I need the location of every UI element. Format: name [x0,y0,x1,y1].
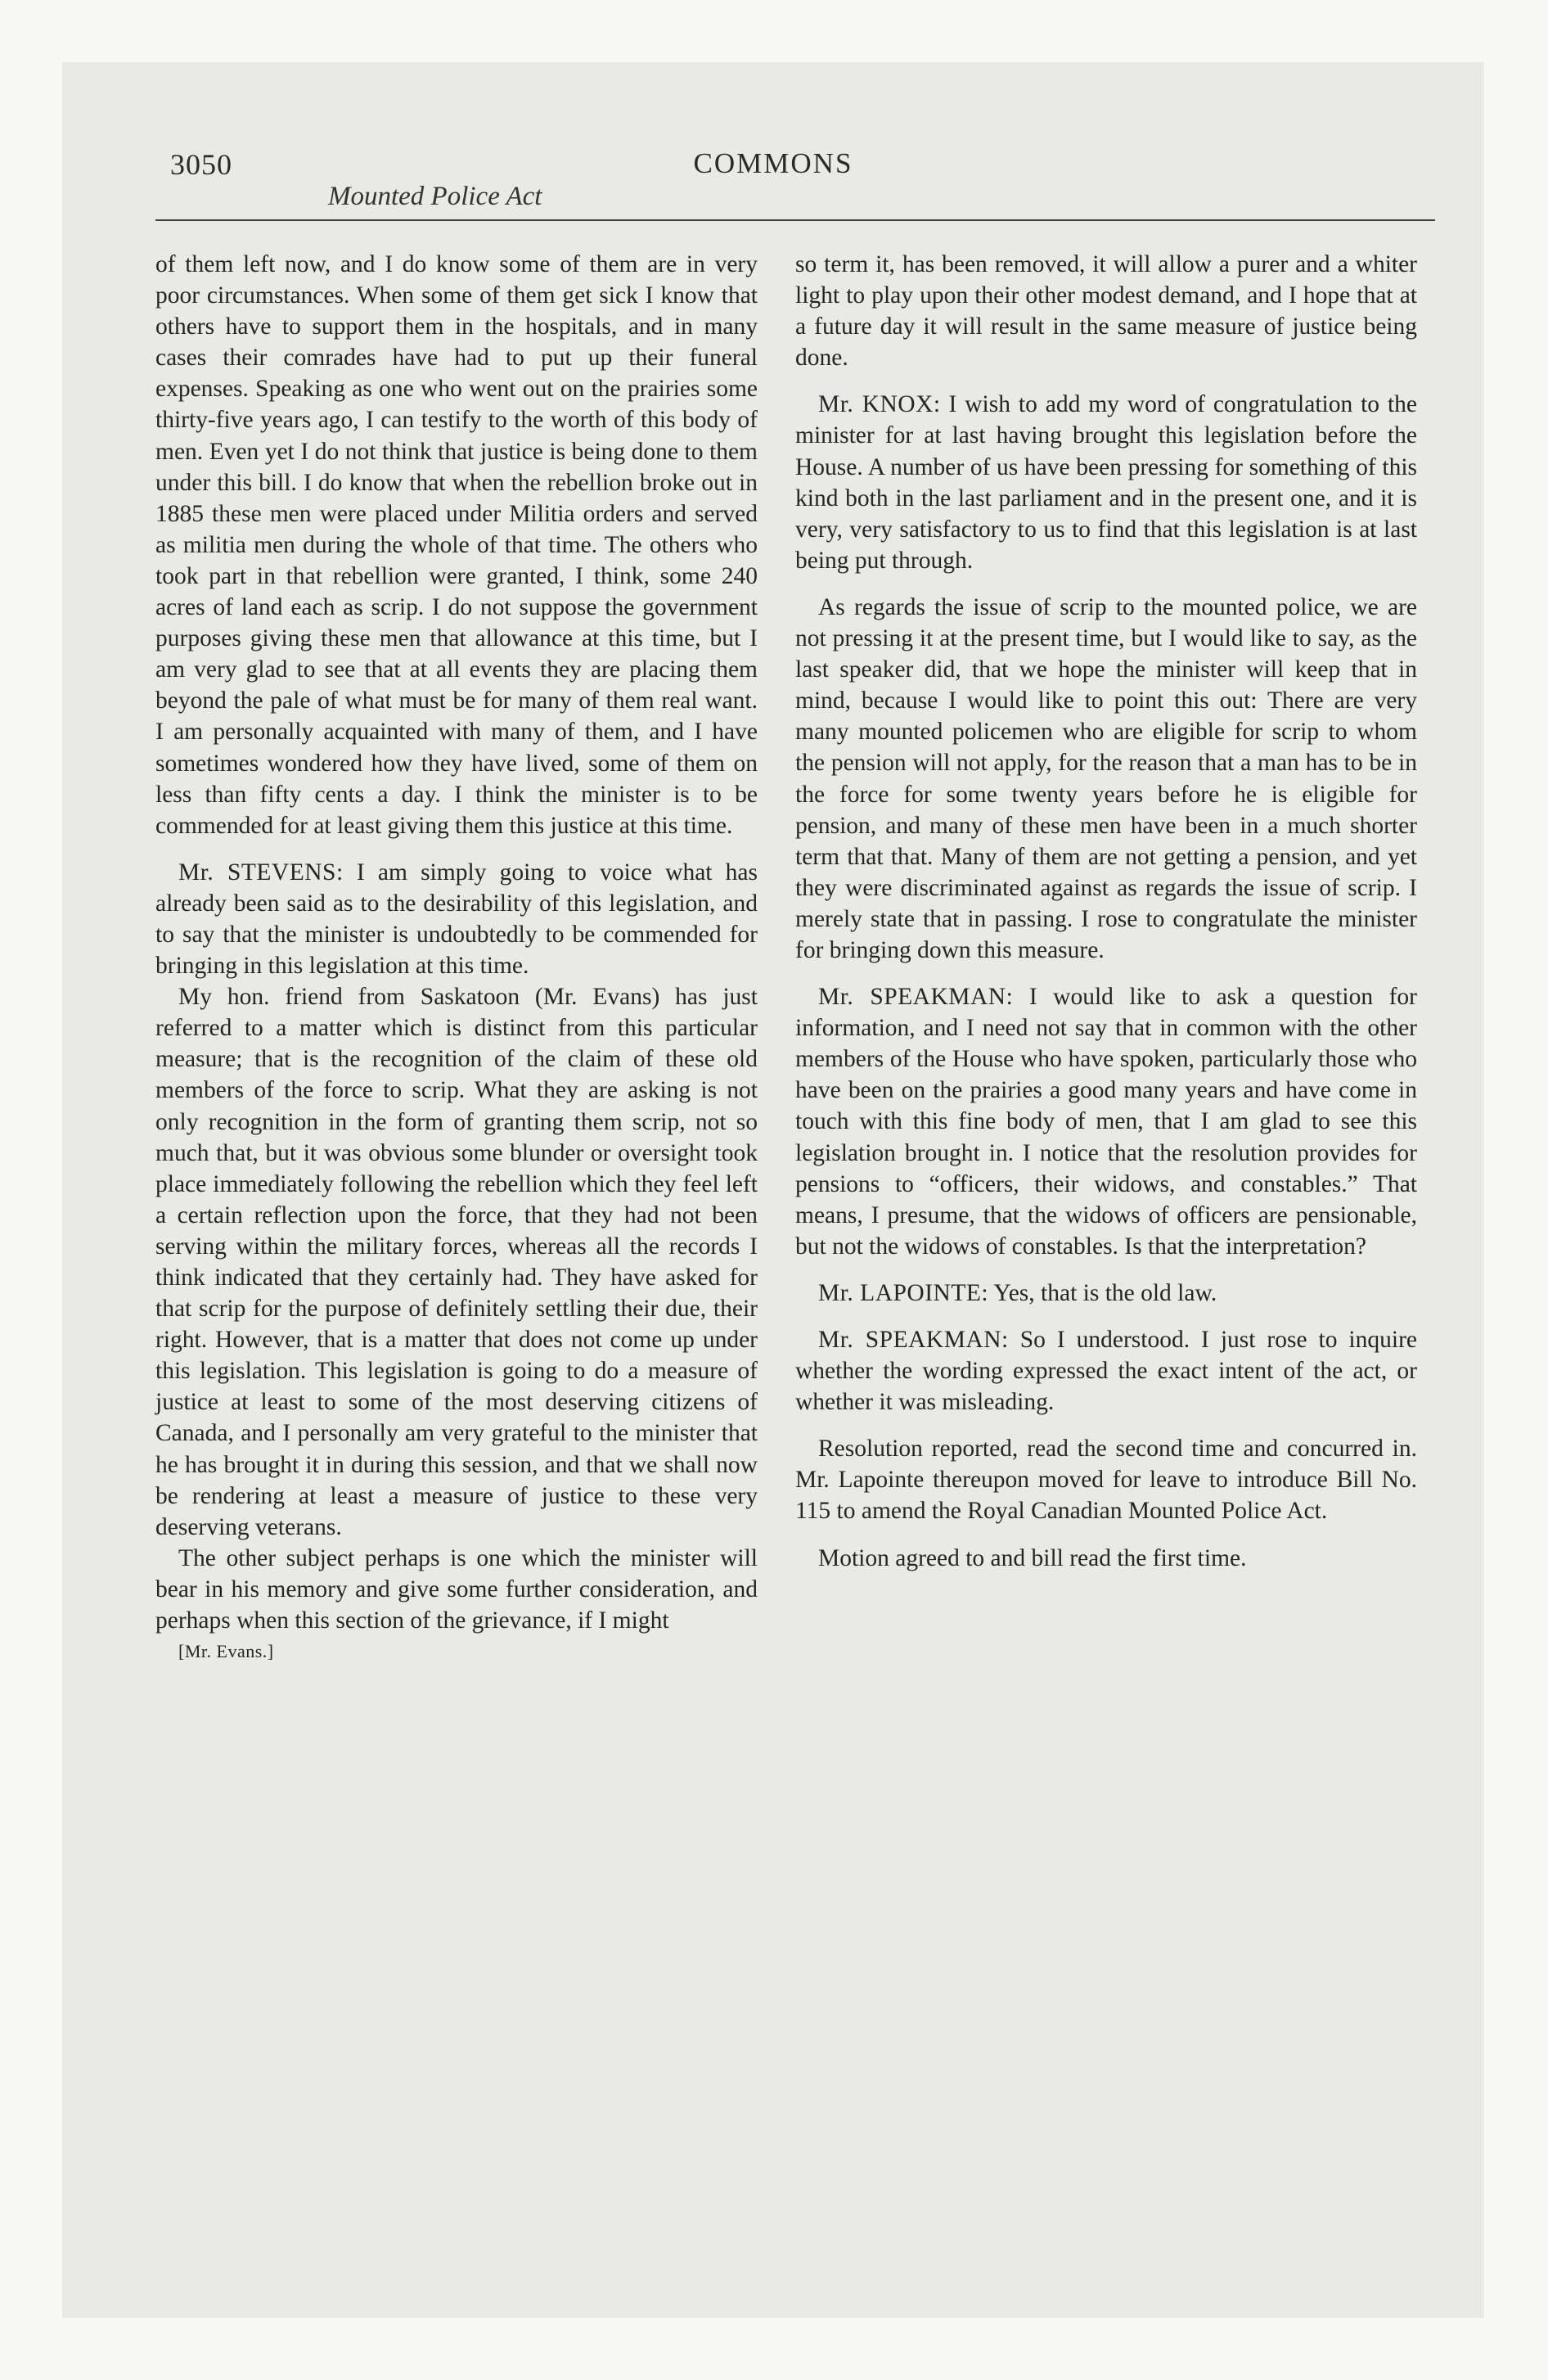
paragraph: My hon. friend from Saskatoon (Mr. Evans) has just referred to a matter which is distinct from this particular measure; that is the recognition of the claim of these old members of the force to scrip. What they are asking is not only recognition in the form of granting them scrip, not so much that, but it was obvious some blunder or oversight took place immediately following the rebellion which they feel left a certain reflection upon the force, that they had not been serving within the military forces, whereas all the records I think indicated that they certainly had. They have asked for that scrip for the purpose of definitely settling their due, their right. However, that is a matter that does not come up under this legislation. This legislation is going to do a measure of justice at least to some of the most deserving citizens of Canada, and I personally am very grateful to the minister that he has brought it in during this session, and that we shall now be rendering at least a measure of justice to these very deserving veterans. [155,984,758,1540]
paragraph: Motion agreed to and bill read the first time. [818,1544,1247,1571]
page-number: 3050 [170,148,232,181]
speech-text: Yes, that is the old law. [988,1279,1217,1306]
page-scan [62,62,1484,2318]
speaker-name: Mr. SPEAKMAN: [818,984,1014,1011]
left-column [155,249,758,1667]
paragraph: of them left now, and I do know some of them are in very poor circumstances. When some of them get sick I know that others have to support them in the hospitals, and in many cases their comrades have had to put up their funeral expenses. Speaking as one who went out on the prairies some thirty-five years ago, I can testify to the worth of this body of men. Even yet I do not think that justice is being done to them under this bill. I do know that when the rebellion broke out in 1885 these men were placed under Militia orders and served as militia men during the whole of that time. The others who took part in that rebellion were granted, I think, some 240 acres of land each as scrip. I do not suppose the government purposes giving these men that allowance at this time, but I am very glad to see that at all events they are placing them beyond the pale of what must be for many of them real want. I am personally acquainted with many of them, and I have sometimes wondered how they have lived, some of them on less than fifty cents a day. I think the minister is to be commended for at least giving them this justice at this time. [155,251,758,839]
page-header [62,62,1484,226]
speech-paragraph [795,1324,1417,1418]
speech-paragraph [795,1278,1417,1309]
speech-paragraph [155,857,758,981]
speaker-name: Mr. STEVENS: [178,859,344,886]
speech-text: I wish to add my word of congratulation to the minister for at last having brought this legislation before the House. A number of us have been pressing for something of this kind both in the last parliament and in the present one, and it is very, very satisfactory to us to find that this legislation is at last being put through. [795,391,1417,574]
speaker-name: Mr. KNOX: [818,391,941,418]
paragraph: Resolution reported, read the second time and concurred in. Mr. Lapointe thereupon moved for leave to introduce Bill No. 115 to amend the Royal Canadian Mounted Police Act. [795,1436,1417,1525]
speech-paragraph [795,981,1417,1262]
speaker-name: Mr. SPEAKMAN: [818,1327,1009,1353]
speech-text: So I understood. I just rose to inquire whether the wording expressed the exact intent of the act, or whether it was misleading. [795,1327,1417,1416]
speaker-name: Mr. LAPOINTE: [818,1279,989,1306]
speech-text: I would like to ask a question for information, and I need not say that in common with the other members of the House who have spoken, particularly those who have been on the prairies a good many years and have come in touch with this fine body of men, that I am glad to see this legislation brought in. I notice that the resolution provides for pensions to “officers, their widows, and constables.” That means, I presume, that the widows of officers are pensionable, but not the widows of constables. Is that the interpretation? [795,984,1417,1260]
speech-text: I am simply going to voice what has already been said as to the desirability of this legislation, and to say that the minister is undoubtedly to be commended for bringing in this legislation at this time. [155,859,758,980]
header-rule [155,219,1435,221]
speaker-attribution: [Mr. Evans.] [178,1641,274,1662]
paragraph: As regards the issue of scrip to the mounted police, we are not pressing it at the present time, but I would like to say, as the last speaker did, that we hope the minister will keep that in mind, because I would like to point this out: There are very many mounted policemen who are eligible for scrip to whom the pension will not apply, for the reason that a man has to be in the force for some twenty years before he is eligible for pension, and many of these men have been in a much shorter term that that. Many of them are not getting a pension, and yet they were discriminated against as regards the issue of scrip. I merely state that in passing. I rose to congratulate the minister for bringing down this measure. [795,593,1417,963]
paragraph: The other subject perhaps is one which the minister will bear in his memory and give some further consideration, and perhaps when this section of the grievance, if I might [155,1544,758,1634]
running-title: COMMONS [693,147,853,179]
section-title: Mounted Police Act [328,182,542,211]
right-column [795,249,1417,1574]
paragraph: so term it, has been removed, it will allow a purer and a whiter light to play upon their other modest demand, and I hope that at a future day it will result in the same measure of justice being done. [795,251,1417,372]
speech-paragraph [795,389,1417,576]
